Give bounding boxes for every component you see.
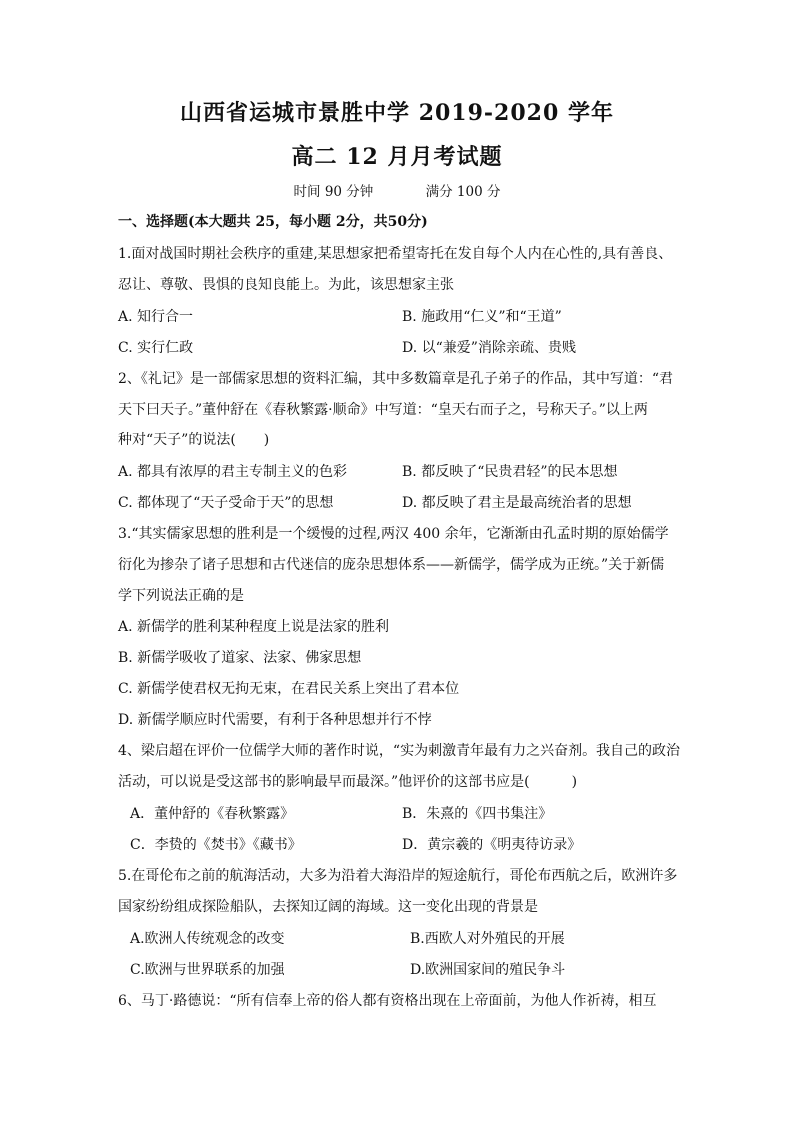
q3-option-d: D. 新儒学顺应时代需要，有利于各种思想并行不悖 [118,712,432,728]
question-5-line-2: 国家纷纷组成探险船队，去探知辽阔的海域。这一变化出现的背景是 [118,899,538,915]
question-2-line-1: 2、《礼记》是一部儒家思想的资料汇编，其中多数篇章是孔子弟子的作品，其中写道：“君 [118,371,674,387]
q4-option-c: C．李贽的《焚书》《藏书》 [130,837,302,853]
q2-option-d: D. 都反映了君主是最高统治者的思想 [402,495,632,511]
question-1-line-1: 1.面对战国时期社会秩序的重建,某思想家把希望寄托在发自每个人内在心性的,具有善良、 [118,246,673,262]
question-3-line-2: 衍化为掺杂了诸子思想和古代迷信的庞杂思想体系——新儒学，儒学成为正统。”关于新儒 [118,557,665,573]
exam-subtitle: 高二 12 月月考试题 [291,144,503,170]
exam-score: 满分 100 分 [425,184,501,200]
q4-option-d: D．黄宗羲的《明夷待访录》 [402,837,582,853]
exam-title: 山西省运城市景胜中学 2019-2020 学年 [180,100,614,126]
q3-option-b: B. 新儒学吸收了道家、法家、佛家思想 [118,650,362,666]
question-6-line-1: 6、马丁·路德说：“所有信奉上帝的俗人都有资格出现在上帝面前，为他人作祈祷，相互 [118,993,657,1009]
q2-option-b: B. 都反映了“民贵君轻”的民本思想 [402,464,618,480]
question-4-line-2: 活动，可以说是受这部书的影响最早而最深。”他评价的这部书应是( ) [118,774,578,790]
q5-option-d: D.欧洲国家间的殖民争斗 [410,962,566,978]
q3-option-a: A. 新儒学的胜利某种程度上说是法家的胜利 [118,619,390,635]
question-2-line-2: 天下曰天子。”董仲舒在《春秋繁露·顺命》中写道：“皇天右而子之，号称天子。”以上两 [118,402,648,418]
exam-meta [0,180,794,200]
q4-option-a: A．董仲舒的《春秋繁露》 [130,806,295,822]
question-5-line-1: 5.在哥伦布之前的航海活动，大多为沿着大海沿岸的短途航行，哥伦布西航之后，欧洲许多 [118,868,678,884]
question-3-line-1: 3.“其实儒家思想的胜利是一个缓慢的过程,两汉 400 余年，它渐渐由孔孟时期的原始儒学 [118,526,669,542]
question-3-line-3: 学下列说法正确的是 [118,588,244,604]
q4-option-b: B．朱熹的《四书集注》 [402,806,553,822]
q1-option-c: C. 实行仁政 [118,340,194,356]
question-4-line-1: 4、梁启超在评价一位儒学大师的著作时说，“实为刺激青年最有力之兴奋剂。我自己的政治 [118,743,681,759]
q3-option-c: C. 新儒学使君权无拘无束，在君民关系上突出了君本位 [118,681,460,697]
q5-option-b: B.西欧人对外殖民的开展 [410,931,565,947]
section-heading: 一、选择题(本大题共 25，每小题 2分，共50分) [118,214,428,230]
question-1-line-2: 忍让、尊敬、畏惧的良知良能上。为此，该思想家主张 [118,277,454,293]
q1-option-b: B. 施政用“仁义”和“王道” [402,309,562,325]
exam-time: 时间 90 分钟 [293,184,374,200]
q5-option-c: C.欧洲与世界联系的加强 [130,962,285,978]
q1-option-a: A. 知行合一 [118,309,194,325]
q2-option-a: A. 都具有浓厚的君主专制主义的色彩 [118,464,348,480]
q2-option-c: C. 都体现了“天子受命于天”的思想 [118,495,334,511]
q1-option-d: D. 以“兼爱”消除亲疏、贵贱 [402,340,576,356]
q5-option-a: A.欧洲人传统观念的改变 [130,931,285,947]
question-2-line-3: 种对“天子”的说法( ) [118,432,270,448]
